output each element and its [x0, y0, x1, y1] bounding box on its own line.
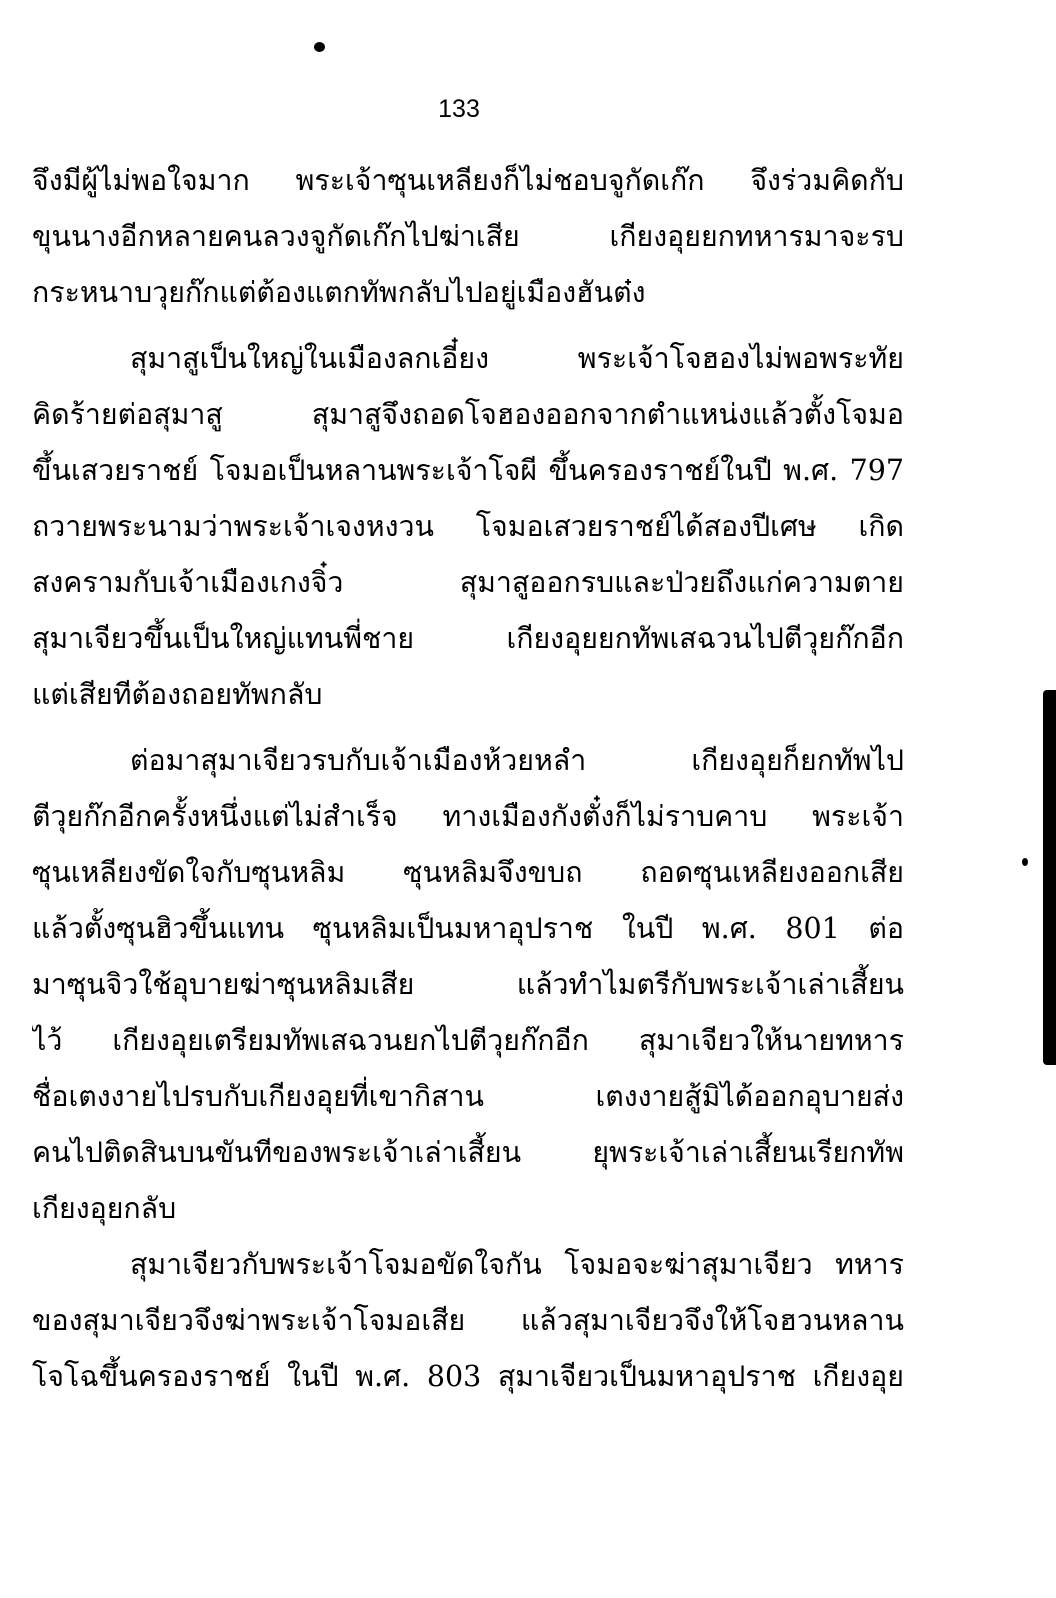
text-line: ขุนนางอีกหลายคนลวงจูกัดเก๊กไปฆ่าเสีย เกียงอุยยกทหารมาจะรบ — [32, 220, 904, 253]
text-line: ต่อมาสุมาเจียวรบกับเจ้าเมืองห้วยหลำ เกียงอุยก็ยกทัพไป — [130, 744, 904, 777]
text-line: ขึ้นเสวยราชย์ โจมอเป็นหลานพระเจ้าโจผี ขึ้นครองราชย์ในปี พ.ศ. 797 — [32, 454, 904, 487]
page-number: 133 — [438, 95, 480, 123]
paragraph — [32, 733, 904, 1237]
text-line: คนไปติดสินบนขันทีของพระเจ้าเล่าเสี้ยน ยุพระเจ้าเล่าเสี้ยนเรียกทัพ — [32, 1136, 904, 1169]
text-line: มาซุนจิวใช้อุบายฆ่าซุนหลิมเสีย แล้วทำไมตรีกับพระเจ้าเล่าเสี้ยน — [32, 968, 904, 1001]
text-line: ถวายพระนามว่าพระเจ้าเจงหงวน โจมอเสวยราชย์ได้สองปีเศษ เกิด — [32, 510, 904, 543]
text-line: ซุนเหลียงขัดใจกับซุนหลิม ซุนหลิมจึงขบถ ถอดซุนเหลียงออกเสีย — [32, 856, 904, 889]
text-line: สงครามกับเจ้าเมืองเกงจิ๋ว สุมาสูออกรบและป่วยถึงแก่ความตาย — [32, 566, 904, 599]
text-line: ชื่อเตงงายไปรบกับเกียงอุยที่เขากิสาน เตงงายสู้มิได้ออกอุบายส่ง — [32, 1080, 904, 1113]
text-line: ของสุมาเจียวจึงฆ่าพระเจ้าโจมอเสีย แล้วสุมาเจียวจึงให้โจฮวนหลาน — [32, 1304, 904, 1337]
paragraph — [32, 331, 904, 723]
text-line: แล้วตั้งซุนฮิวขึ้นแทน ซุนหลิมเป็นมหาอุปราช ในปี พ.ศ. 801 ต่อ — [32, 912, 904, 945]
text-line: แต่เสียทีต้องถอยทัพกลับ — [32, 678, 323, 711]
body-text — [32, 153, 904, 1405]
text-line: กระหนาบวุยก๊กแต่ต้องแตกทัพกลับไปอยู่เมืองฮันต๋ง — [32, 276, 646, 309]
text-line: ไว้ เกียงอุยเตรียมทัพเสฉวนยกไปตีวุยก๊กอีก สุมาเจียวให้นายทหาร — [32, 1024, 904, 1057]
text-line: ตีวุยก๊กอีกครั้งหนึ่งแต่ไม่สำเร็จ ทางเมืองกังตั๋งก็ไม่ราบคาบ พระเจ้า — [32, 800, 904, 833]
scan-page-edge — [1043, 690, 1056, 1065]
text-line: จึงมีผู้ไม่พอใจมาก พระเจ้าซุนเหลียงก็ไม่ชอบจูกัดเก๊ก จึงร่วมคิดกับ — [32, 164, 904, 197]
text-line: โจโฉขึ้นครองราชย์ ในปี พ.ศ. 803 สุมาเจียวเป็นมหาอุปราช เกียงอุย — [32, 1360, 904, 1393]
text-line: สุมาเจียวกับพระเจ้าโจมอขัดใจกัน โจมอจะฆ่าสุมาเจียว ทหาร — [130, 1248, 904, 1281]
paragraph — [32, 1237, 904, 1405]
scan-speck-top — [314, 42, 325, 52]
paragraph — [32, 153, 904, 321]
text-line: คิดร้ายต่อสุมาสู สุมาสูจึงถอดโจฮองออกจากตำแหน่งแล้วตั้งโจมอ — [32, 398, 904, 431]
text-line: สุมาสูเป็นใหญ่ในเมืองลกเอี๋ยง พระเจ้าโจฮองไม่พอพระทัย — [130, 342, 904, 375]
scan-speck-right — [1022, 858, 1028, 866]
text-line: เกียงอุยกลับ — [32, 1192, 177, 1225]
text-line: สุมาเจียวขึ้นเป็นใหญ่แทนพี่ชาย เกียงอุยยกทัพเสฉวนไปตีวุยก๊กอีก — [32, 622, 904, 655]
